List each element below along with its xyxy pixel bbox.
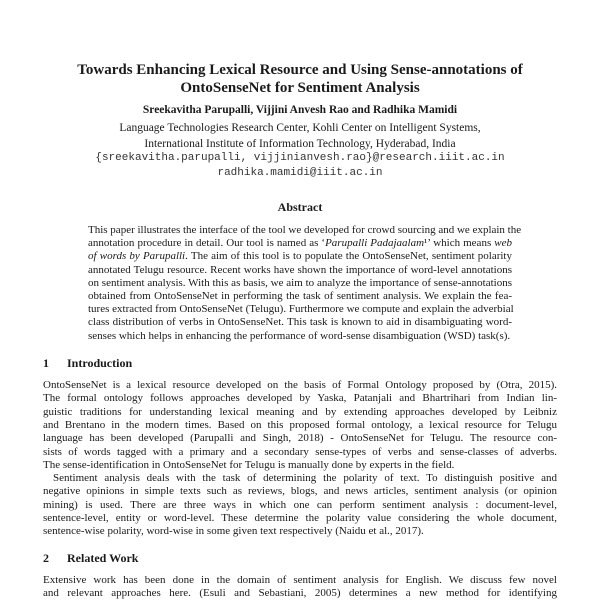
text-line: annotation procedure in detail. Our tool is named as ‘Parupalli Padajaalam¹’ which means web xyxy=(88,237,512,250)
text-line: sentence-level, entity or word-level. These determine the polarity value considering the whole document, xyxy=(43,512,557,524)
section-heading xyxy=(43,551,138,566)
email-line: {sreekavitha.parupalli, vijjinianvesh.rao}@research.iiit.ac.in xyxy=(95,152,505,164)
text-line: The formal ontology follows approaches developed by Yaska, Patanjali and Bhartrihari from Indian lin- xyxy=(43,392,557,405)
text-line: The sense-identification in OntoSenseNet for Telugu is manually done by experts in the field. xyxy=(43,458,455,471)
text-line: negative opinions in simple texts such as reviews, blogs, and news articles, sentiment analysis (or opinion xyxy=(43,485,557,498)
abstract-heading: Abstract xyxy=(277,200,323,214)
text-line: of words by Parupalli. The aim of this tool is to populate the OntoSenseNet, sentiment polarity xyxy=(88,250,512,263)
text-line: sentence-wise polarity, word-wise in some given text respectively (Naidu et al., 2017). xyxy=(43,525,424,538)
text-line: mining) is used. There are three ways in which one can perform sentiment analysis : document-level, xyxy=(43,498,557,511)
text-line: and Brentano in the modern times. Based on this proposed formal ontology, a lexical resource for Telugu xyxy=(43,418,557,431)
text-line: obtained from OntoSenseNet in performing the task of sentiment analysis. We explain the fea- xyxy=(88,290,512,302)
text-line: on sentiment analysis. With this as basis, we aim to analyze the importance of sense-annotations xyxy=(88,276,512,289)
section-title: Introduction xyxy=(67,356,133,370)
text-line: class distribution of verbs in OntoSenseNet. This task is known to aid in disambiguating word- xyxy=(88,316,512,329)
text-line: Extensive work has been done in the domain of sentiment analysis for English. We discuss few novel xyxy=(43,574,557,586)
authors: Sreekavitha Parupalli, Vijjini Anvesh Rao and Radhika Mamidi xyxy=(142,104,458,116)
text-line: This paper illustrates the interface of the tool we developed for crowd sourcing and we explain the xyxy=(88,224,522,236)
affiliation-line: International Institute of Information Technology, Hyderabad, India xyxy=(144,138,456,150)
title-line: OntoSenseNet for Sentiment Analysis xyxy=(180,80,420,96)
text-line: Sentiment analysis deals with the task of determining the polarity of text. To distinguish positive and xyxy=(53,472,557,485)
paper-title xyxy=(0,61,600,97)
text-line: senses which helps in enhancing the performance of word-sense disambiguation (WSD) task(s). xyxy=(88,329,511,342)
text-line: guistic traditions for understanding lexical meaning and by extending approaches developed by Leibniz xyxy=(43,405,557,418)
affiliation-line: Language Technologies Research Center, Kohli Center on Intelligent Systems, xyxy=(119,122,481,134)
title-line: Towards Enhancing Lexical Resource and Using Sense-annotations of xyxy=(77,62,523,78)
section-title: Related Work xyxy=(67,551,139,565)
section-number: 1 xyxy=(43,356,49,370)
section-number: 2 xyxy=(43,551,49,565)
email-line: radhika.mamidi@iiit.ac.in xyxy=(217,167,383,179)
text-line: annotated Telugu resource. Recent works have shown the importance of word-level annotations xyxy=(88,263,512,276)
text-line: sists of words tagged with a primary and a secondary sense-types of verbs and sense-classes of adverbs. xyxy=(43,445,557,458)
author-emails xyxy=(0,151,600,181)
text-line: and relevant approaches here. (Esuli and Sebastiani, 2005) determines a new method for identifying xyxy=(43,587,557,600)
text-line: language has been developed (Parupalli and Singh, 2018) - OntoSenseNet for Telugu. The resource con- xyxy=(43,432,557,445)
text-line: OntoSenseNet is a lexical resource developed on the basis of Formal Ontology proposed by (Otra, 2015). xyxy=(43,379,557,391)
affiliation xyxy=(0,120,600,152)
section-heading xyxy=(43,356,132,371)
text-line: tures extracted from OntoSenseNet (Telugu). Furthermore we compute and explain the adverbial xyxy=(88,303,514,316)
